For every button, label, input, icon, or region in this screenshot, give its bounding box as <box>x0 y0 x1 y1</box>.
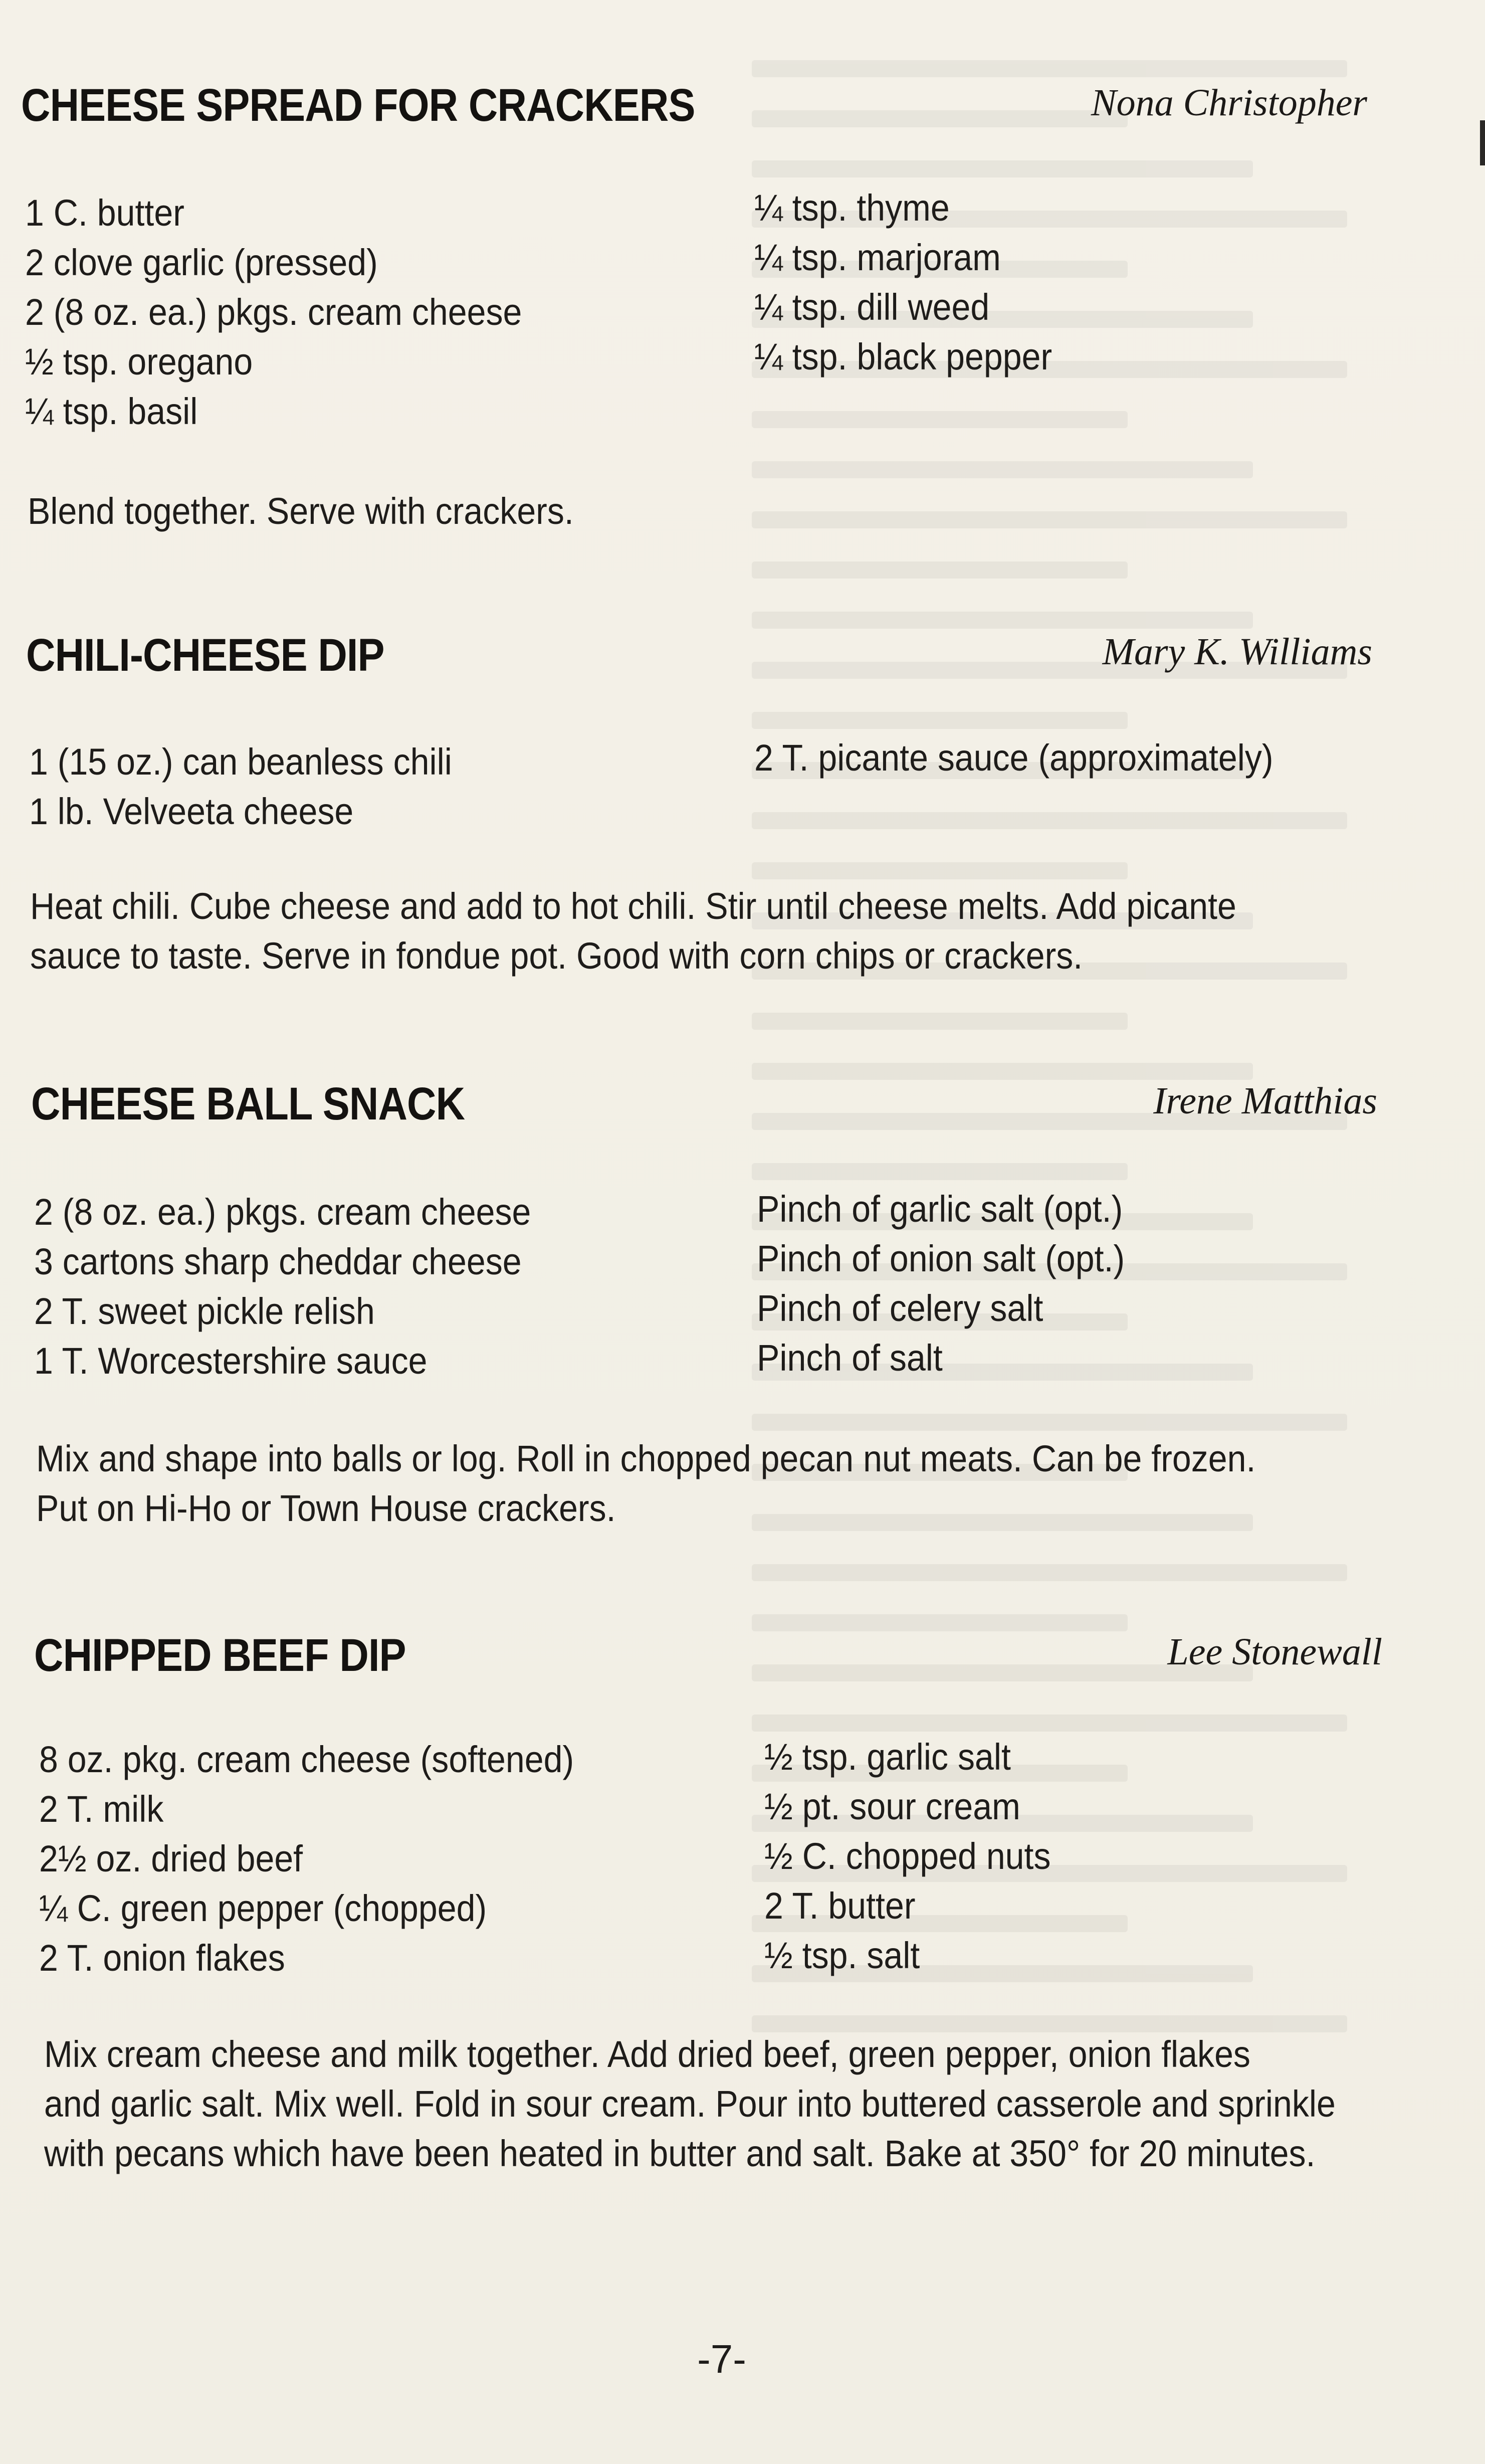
recipe-directions <box>44 2029 1336 2178</box>
ingredient: ½ pt. sour cream <box>764 1786 1020 1827</box>
recipe-directions <box>30 881 1236 981</box>
recipe-title: CHIPPED BEEF DIP <box>34 1630 406 1681</box>
ingredient: ¼ tsp. thyme <box>754 187 950 229</box>
ingredient: 8 oz. pkg. cream cheese (softened) <box>39 1739 574 1780</box>
ingredient: 1 (15 oz.) can beanless chili <box>29 741 452 783</box>
ingredients-right <box>754 733 1274 783</box>
direction-line: Mix cream cheese and milk together. Add dried beef, green pepper, onion flakes <box>44 2033 1250 2075</box>
ingredient: 2 T. sweet pickle relish <box>34 1290 375 1332</box>
ingredients-left <box>39 1735 574 1983</box>
ingredient: 2 clove garlic (pressed) <box>25 242 378 283</box>
page-number: -7- <box>697 2337 746 2381</box>
recipe-title: CHILI-CHEESE DIP <box>26 630 384 681</box>
page-edge-mark <box>1480 120 1485 165</box>
ingredients-left <box>25 188 522 436</box>
ingredient: 2 T. butter <box>764 1885 916 1927</box>
ingredient: Pinch of salt <box>757 1337 943 1379</box>
ingredient: 2½ oz. dried beef <box>39 1838 303 1879</box>
recipe-author: Nona Christopher <box>1091 82 1367 124</box>
ingredient: ¼ tsp. dill weed <box>754 286 990 328</box>
ingredient: ¼ tsp. black pepper <box>754 336 1052 377</box>
ingredient: ½ tsp. oregano <box>25 341 253 383</box>
direction-line: Blend together. Serve with crackers. <box>28 490 574 532</box>
ingredient: ½ tsp. salt <box>764 1935 920 1976</box>
recipe-directions <box>28 486 574 536</box>
ingredients-left <box>29 737 452 836</box>
direction-line: Heat chili. Cube cheese and add to hot chili. Stir until cheese melts. Add picante <box>30 885 1236 927</box>
ingredient: 2 (8 oz. ea.) pkgs. cream cheese <box>25 291 522 333</box>
ingredient: ¼ C. green pepper (chopped) <box>39 1887 487 1929</box>
ingredient: Pinch of garlic salt (opt.) <box>757 1188 1123 1230</box>
ingredient: ¼ tsp. basil <box>25 391 198 432</box>
ingredients-right <box>757 1184 1125 1383</box>
direction-line: Put on Hi-Ho or Town House crackers. <box>36 1487 616 1529</box>
recipe-title: CHEESE SPREAD FOR CRACKERS <box>21 80 695 131</box>
recipe-author: Irene Matthias <box>1153 1080 1377 1122</box>
ingredient: 2 (8 oz. ea.) pkgs. cream cheese <box>34 1191 531 1233</box>
direction-line: and garlic salt. Mix well. Fold in sour cream. Pour into buttered casserole and sprinkle <box>44 2083 1336 2125</box>
ingredient: ½ tsp. garlic salt <box>764 1736 1011 1778</box>
ingredient: 2 T. picante sauce (approximately) <box>754 737 1274 779</box>
recipe-title: CHEESE BALL SNACK <box>31 1078 465 1129</box>
direction-line: with pecans which have been heated in butter and salt. Bake at 350° for 20 minutes. <box>44 2133 1316 2174</box>
ingredient: 1 lb. Velveeta cheese <box>29 791 354 832</box>
ingredient: 2 T. onion flakes <box>39 1937 285 1979</box>
ingredient: Pinch of onion salt (opt.) <box>757 1238 1125 1279</box>
ingredients-left <box>34 1187 531 1386</box>
direction-line: sauce to taste. Serve in fondue pot. Good with corn chips or crackers. <box>30 935 1083 977</box>
recipe-directions <box>36 1434 1255 1533</box>
ingredient: 1 C. butter <box>25 192 184 234</box>
ingredient: ½ C. chopped nuts <box>764 1835 1051 1877</box>
recipe-author: Lee Stonewall <box>1167 1631 1382 1673</box>
ingredients-right <box>754 183 1052 382</box>
ingredient: 1 T. Worcestershire sauce <box>34 1340 428 1382</box>
direction-line: Mix and shape into balls or log. Roll in chopped pecan nut meats. Can be frozen. <box>36 1438 1256 1479</box>
ingredients-right <box>764 1732 1051 1980</box>
recipe-author: Mary K. Williams <box>1102 631 1372 673</box>
ingredient: 2 T. milk <box>39 1788 164 1830</box>
ingredient: 3 cartons sharp cheddar cheese <box>34 1241 522 1282</box>
ingredient: ¼ tsp. marjoram <box>754 237 1001 278</box>
ingredient: Pinch of celery salt <box>757 1287 1043 1329</box>
